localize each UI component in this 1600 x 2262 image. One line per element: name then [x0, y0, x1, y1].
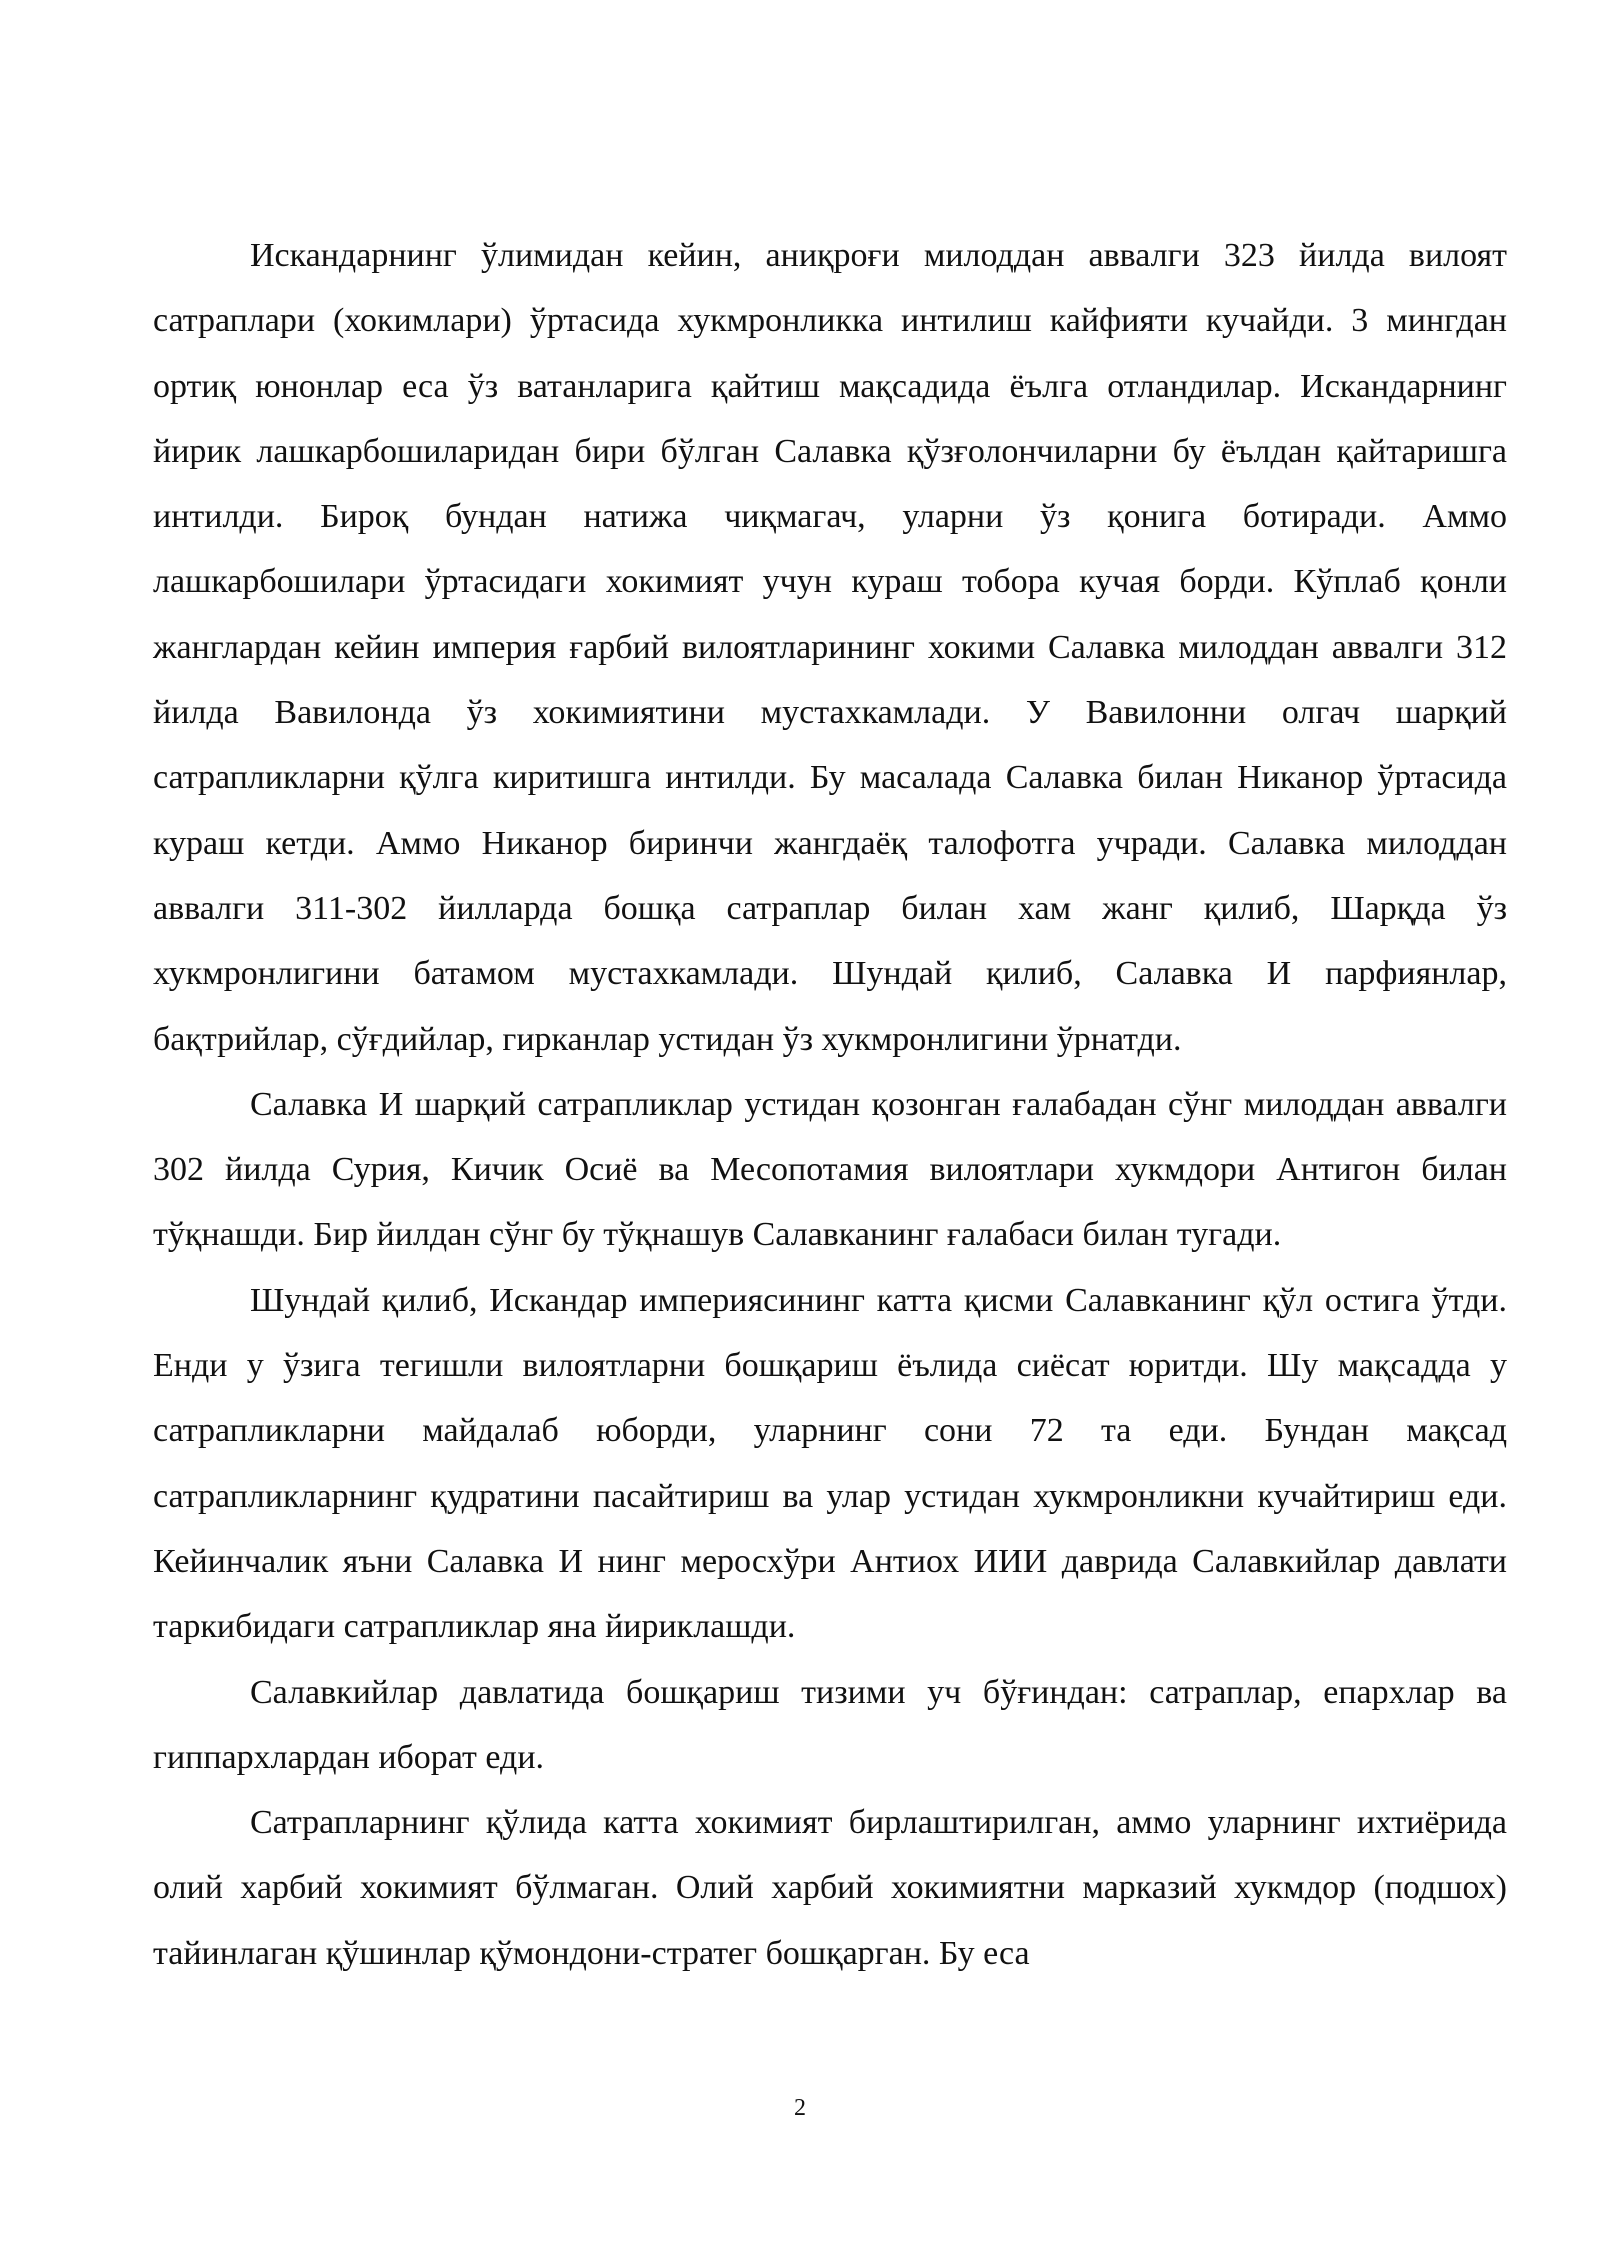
paragraph-5: Сатрапларнинг қўлида катта хокимият бирлаштирилган, аммо уларнинг ихтиёрида олий харбий хокимият бўлмаган. Олий харбий хокимиятни марказий хукмдор (подшох) тайинлаган қўшинлар қўмондони-стратег бошқарган. Бу еса [153, 1804, 1507, 1972]
paragraph-1: Искандарнинг ўлимидан кейин, аниқроғи милоддан аввалги 323 йилда вилоят сатраплари (хокимлари) ўртасида хукмронликка интилиш кайфияти кучайди. 3 мингдан ортиқ юнонлар еса ўз ватанларига қайтиш мақсадида ёълга отландилар. Искандарнинг йирик лашкарбошиларидан бири бўлган Салавка қўзғолончиларни бу ёълдан қайтаришга интилди. Бироқ бундан натижа чиқмагач, уларни ўз қонига ботиради. Аммо лашкарбошилари ўртасидаги хокимият учун кураш тобора кучая борди. Кўплаб қонли жанглардан кейин империя ғарбий вилоятларининг хокими Салавка милоддан аввалги 312 йилда Вавилонда ўз хокимиятини мустахкамлади. У Вавилонни олгач шарқий сатрапликларни қўлга киритишга интилди. Бу масалада Салавка билан Никанор ўртасида кураш кетди. Аммо Никанор биринчи жангдаёқ талофотга учради. Салавка милоддан аввалги 311-302 йилларда бошқа сатраплар билан хам жанг қилиб, Шарқда ўз хукмронлигини батамом мустахкамлади. Шундай қилиб, Салавка И парфиянлар, бақтрийлар, сўғдийлар, гирканлар устидан ўз хукмронлигини ўрнатди. [153, 237, 1507, 1058]
page-number: 2 [794, 2095, 806, 2121]
paragraph-4: Салавкийлар давлатида бошқариш тизими уч бўғиндан: сатраплар, епархлар ва гиппархлардан иборат еди. [153, 1673, 1507, 1776]
paragraph-2: Салавка И шарқий сатрапликлар устидан қозонган ғалабадан сўнг милоддан аввалги 302 йилда Сурия, Кичик Осиё ва Месопотамия вилоятлари хукмдори Антигон билан тўқнашди. Бир йилдан сўнг бу тўқнашув Салавканинг ғалабаси билан тугади. [153, 1085, 1507, 1254]
document-body [153, 223, 1507, 1986]
paragraph-3: Шундай қилиб, Искандар империясининг катта қисми Салавканинг қўл остига ўтди. Енди у ўзига тегишли вилоятларни бошқариш ёълида сиёсат юритди. Шу мақсадда у сатрапликларни майдалаб юборди, уларнинг сони 72 та еди. Бундан мақсад сатрапликларнинг қудратини пасайтириш ва улар устидан хукмронликни кучайтириш еди. Кейинчалик яъни Салавка И нинг меросхўри Антиох ИИИ даврида Салавкийлар давлати таркибидаги сатрапликлар яна йириклашди. [153, 1281, 1507, 1646]
